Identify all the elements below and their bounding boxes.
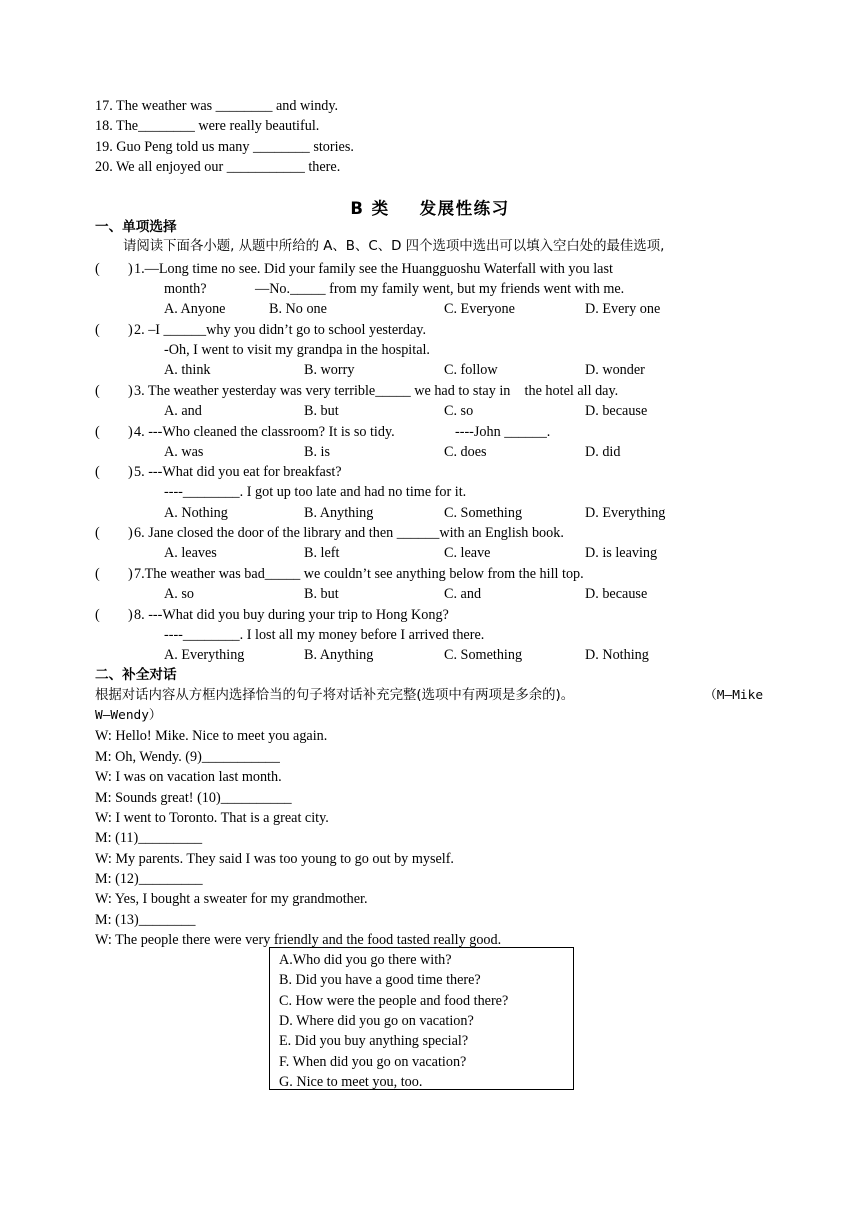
title-main-label: 发展性练习 <box>419 199 510 218</box>
q1-option-b: B. No one <box>269 301 327 317</box>
section-b-title <box>0 195 860 219</box>
dialogue-line-3: W: I was on vacation last month. <box>95 769 282 785</box>
q2-paren-open: ( <box>95 322 100 338</box>
fill-line-18: 18. The________ were really beautiful. <box>95 118 320 134</box>
q1-stem: 1.—Long time no see. Did your family see the Huangguoshu Waterfall with you last <box>134 261 613 277</box>
q7-option-b: B. but <box>304 586 339 602</box>
q4-stem: 4. ---Who cleaned the classroom? It is so tidy. <box>134 424 395 440</box>
q6-option-c: C. leave <box>444 545 491 561</box>
q5-option-b: B. Anything <box>304 505 374 521</box>
q1-stem-line2a: month? <box>164 281 207 297</box>
q4-stem-answer: ----John ______. <box>455 424 551 440</box>
q1-option-a: A. Anyone <box>164 301 226 317</box>
q8-paren-close: ) <box>128 607 133 623</box>
q3-option-b: B. but <box>304 403 339 419</box>
dialogue-line-2: M: Oh, Wendy. (9)___________ <box>95 749 280 765</box>
q4-paren-open: ( <box>95 424 100 440</box>
dialogue-line-11: W: The people there were very friendly and the food tasted really good. <box>95 932 502 948</box>
q6-paren-close: ) <box>128 525 133 541</box>
q4-paren-close: ) <box>128 424 133 440</box>
q1-stem-line2b: —No._____ from my family went, but my friends went with me. <box>255 281 625 297</box>
q6-stem: 6. Jane closed the door of the library and then ______with an English book. <box>134 525 564 541</box>
q4-option-a: A. was <box>164 444 204 460</box>
dialogue-line-1: W: Hello! Mike. Nice to meet you again. <box>95 728 328 744</box>
q1-paren-open: ( <box>95 261 100 277</box>
box-option-e: E. Did you buy anything special? <box>279 1033 469 1049</box>
fill-line-19: 19. Guo Peng told us many ________ stories. <box>95 139 354 155</box>
q1-option-c: C. Everyone <box>444 301 515 317</box>
dialogue-line-10: M: (13)________ <box>95 912 196 928</box>
box-option-f: F. When did you go on vacation? <box>279 1054 467 1070</box>
q8-paren-open: ( <box>95 607 100 623</box>
box-option-g: G. Nice to meet you, too. <box>279 1074 423 1090</box>
q3-option-a: A. and <box>164 403 202 419</box>
title-b-label: B 类 <box>350 199 390 218</box>
q5-stem: 5. ---What did you eat for breakfast? <box>134 464 342 480</box>
q2-option-c: C. follow <box>444 362 498 378</box>
section2-instruction: 根据对话内容从方框内选择恰当的句子将对话补充完整(选项中有两项是多余的)。 <box>95 688 575 703</box>
q6-option-b: B. left <box>304 545 340 561</box>
q7-option-a: A. so <box>164 586 194 602</box>
q1-option-d: D. Every one <box>585 301 661 317</box>
dialogue-line-5: W: I went to Toronto. That is a great city. <box>95 810 329 826</box>
q8-option-a: A. Everything <box>164 647 245 663</box>
q2-option-d: D. wonder <box>585 362 645 378</box>
dialogue-line-7: W: My parents. They said I was too young to go out by myself. <box>95 851 454 867</box>
q2-option-a: A. think <box>164 362 211 378</box>
q3-paren-close: ) <box>128 383 133 399</box>
q2-stem-line2: -Oh, I went to visit my grandpa in the hospital. <box>164 342 430 358</box>
q5-option-a: A. Nothing <box>164 505 228 521</box>
box-option-c: C. How were the people and food there? <box>279 993 509 1009</box>
q1-paren-close: ) <box>128 261 133 277</box>
q5-option-c: C. Something <box>444 505 523 521</box>
q3-option-d: D. because <box>585 403 648 419</box>
q5-stem-line2: ----________. I got up too late and had no time for it. <box>164 484 467 500</box>
q6-paren-open: ( <box>95 525 100 541</box>
q2-paren-close: ) <box>128 322 133 338</box>
q2-stem: 2. –I ______why you didn’t go to school yesterday. <box>134 322 426 338</box>
q8-option-c: C. Something <box>444 647 523 663</box>
q7-paren-close: ) <box>128 566 133 582</box>
q8-option-d: D. Nothing <box>585 647 649 663</box>
q3-paren-open: ( <box>95 383 100 399</box>
q5-paren-open: ( <box>95 464 100 480</box>
q4-option-c: C. does <box>444 444 487 460</box>
section2-instruction-mike: （M—Mike <box>704 688 764 703</box>
q8-option-b: B. Anything <box>304 647 374 663</box>
q7-option-d: D. because <box>585 586 648 602</box>
dialogue-line-9: W: Yes, I bought a sweater for my grandmother. <box>95 891 368 907</box>
section-heading-single-choice: 一、单项选择 <box>95 219 177 235</box>
q8-stem: 8. ---What did you buy during your trip to Hong Kong? <box>134 607 449 623</box>
q7-paren-open: ( <box>95 566 100 582</box>
q7-option-c: C. and <box>444 586 482 602</box>
dialogue-line-4: M: Sounds great! (10)__________ <box>95 790 292 806</box>
dialogue-line-8: M: (12)_________ <box>95 871 203 887</box>
dialogue-options-box <box>269 947 574 1090</box>
section-heading-dialogue: 二、补全对话 <box>95 667 177 683</box>
q4-option-d: D. did <box>585 444 621 460</box>
fill-line-20: 20. We all enjoyed our ___________ there. <box>95 159 341 175</box>
q4-option-b: B. is <box>304 444 331 460</box>
box-option-a: A.Who did you go there with? <box>279 952 452 968</box>
dialogue-line-6: M: (11)_________ <box>95 830 203 846</box>
q2-option-b: B. worry <box>304 362 355 378</box>
section2-instruction-wendy: W—Wendy） <box>95 708 162 723</box>
box-option-b: B. Did you have a good time there? <box>279 972 481 988</box>
box-option-d: D. Where did you go on vacation? <box>279 1013 474 1029</box>
section1-instruction: 请阅读下面各小题, 从题中所给的 A、B、C、D 四个选项中选出可以填入空白处的最佳选项, <box>123 239 665 254</box>
q8-stem-line2: ----________. I lost all my money before I arrived there. <box>164 627 485 643</box>
q5-option-d: D. Everything <box>585 505 666 521</box>
q5-paren-close: ) <box>128 464 133 480</box>
q3-option-c: C. so <box>444 403 474 419</box>
q7-stem: 7.The weather was bad_____ we couldn’t see anything below from the hill top. <box>134 566 584 582</box>
fill-line-17: 17. The weather was ________ and windy. <box>95 98 339 114</box>
q6-option-d: D. is leaving <box>585 545 658 561</box>
q6-option-a: A. leaves <box>164 545 217 561</box>
q3-stem: 3. The weather yesterday was very terrible_____ we had to stay in the hotel all day. <box>134 383 619 399</box>
